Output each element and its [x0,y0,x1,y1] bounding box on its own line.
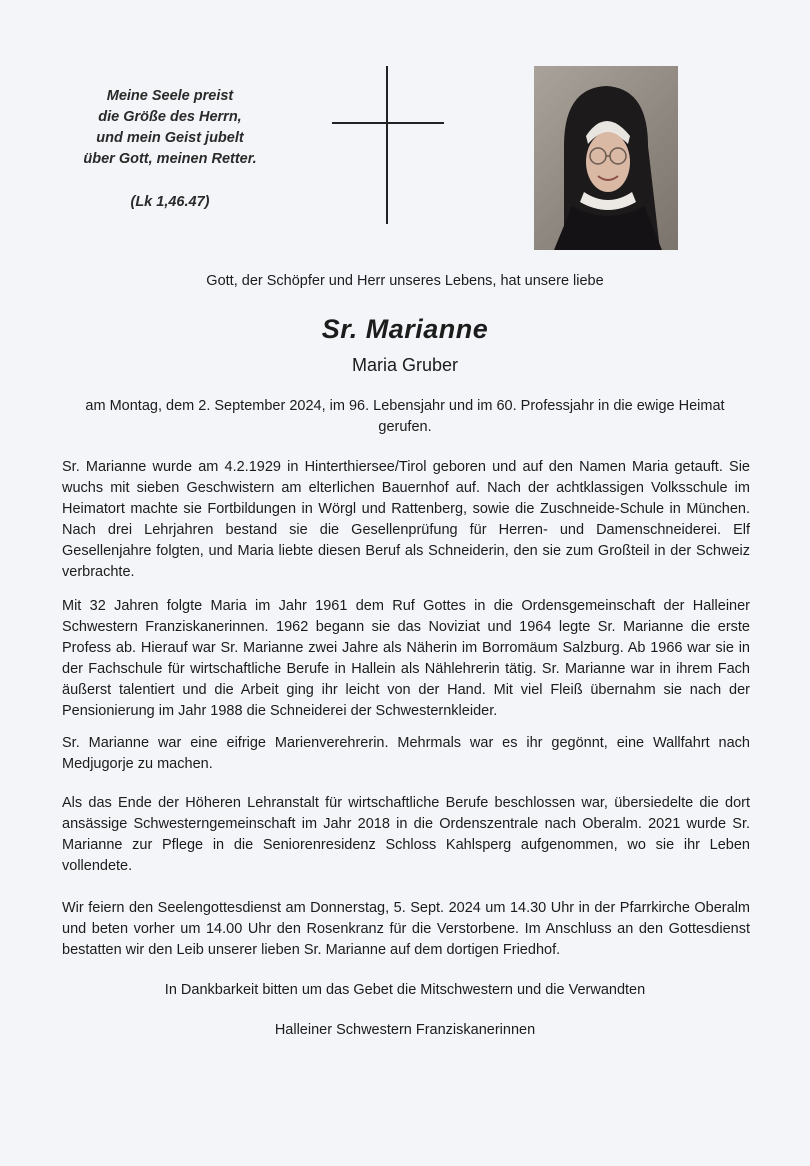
quote-line: über Gott, meinen Retter. [83,151,257,167]
quote-line: die Größe des Herrn, [98,109,242,125]
biography-paragraph: Als das Ende der Höheren Lehranstalt für wirtschaftliche Berufe beschlossen war, übersiedelte die dort ansässige Schwesterngemeinschaft im Jahr 2018 in die Ordenszentrale nach Oberalm. 2021 wurde Sr. Marianne zur Pflege in die Seniorenresidenz Schloss Kahlsperg aufgenommen, wo sie ihr Leben vollendete. [62,795,750,874]
portrait-photo [534,66,678,250]
intro-text: Gott, der Schöpfer und Herr unseres Lebens, hat unsere liebe [206,273,604,289]
quote-reference: (Lk 1,46.47) [130,194,210,210]
cross-icon [332,66,444,224]
birth-name: Maria Gruber [351,355,459,375]
biography-paragraph: Sr. Marianne war eine eifrige Marienverehrerin. Mehrmals war es ihr gegönnt, eine Wallfahrt nach Medjugorje zu machen. [62,735,750,772]
deceased-name: Sr. Marianne [321,314,489,344]
closing-text: In Dankbarkeit bitten um das Gebet die Mitschwestern und die Verwandten [164,982,646,998]
quote-line: und mein Geist jubelt [96,130,244,146]
signature: Halleiner Schwestern Franziskanerinnen [274,1022,536,1038]
funeral-info-paragraph: Wir feiern den Seelengottesdienst am Donnerstag, 5. Sept. 2024 um 14.30 Uhr in der Pfarrkirche Oberalm und beten vorher um 14.00 Uhr den Rosenkranz für die Verstorbene. Im Anschluss an den Gottesdienst bestatten wir den Leib unserer lieben Sr. Marianne auf dem dortigen Friedhof. [62,900,750,958]
quote-line: Meine Seele preist [106,88,234,104]
bible-quote [60,86,280,213]
death-notice: am Montag, dem 2. September 2024, im 96. Lebensjahr und im 60. Professjahr in die ewige Heimat gerufen. [85,398,725,435]
biography-paragraph: Sr. Marianne wurde am 4.2.1929 in Hinterthiersee/Tirol geboren und auf den Namen Maria getauft. Sie wuchs mit sieben Geschwistern am elterlichen Bauernhof auf. Nach der achtklassigen Volksschule im Heimatort machte sie Fortbildungen in Wörgl und Rattenberg, sowie die Zuschneide-Schule in München. Nach drei Lehrjahren bestand sie die Gesellenprüfung für Herren- und Damenschneiderei. Elf Gesellenjahre folgten, und Maria liebte diesen Beruf als Schneiderin, den sie zum Großteil in der Schweiz verbrachte. [62,459,750,580]
biography-paragraph: Mit 32 Jahren folgte Maria im Jahr 1961 dem Ruf Gottes in die Ordensgemeinschaft der Halleiner Schwestern Franziskanerinnen. 1962 begann sie das Noviziat und 1964 legte Sr. Marianne die erste Profess ab. Hierauf war Sr. Marianne zwei Jahre als Näherin im Borromäum Salzburg. Ab 1966 war sie in der Fachschule für wirtschaftliche Berufe in Hallein als Nählehrerin tätig. Sr. Marianne war in ihrem Fach äußerst talentiert und die Arbeit ging ihr leicht von der Hand. Mit viel Fleiß übernahm sie nach der Pensionierung im Jahr 1988 die Schneiderei der Schwesternkleider. [62,598,750,719]
